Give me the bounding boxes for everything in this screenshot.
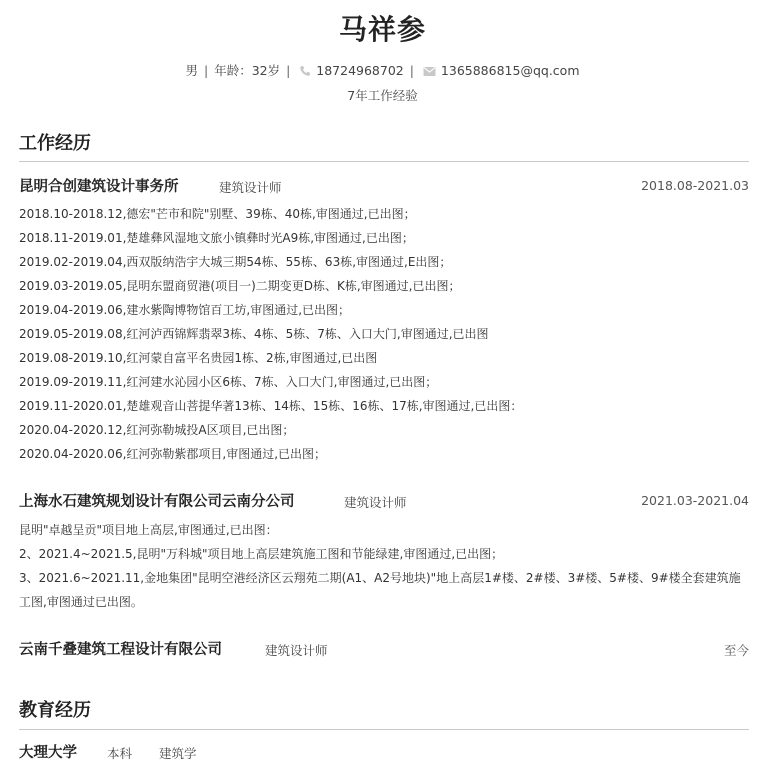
job-detail-line: 2019.11-2020.01,楚雄观音山菩提华著13栋、14栋、15栋、16栋、17栋,审图通过,已出图： bbox=[19, 399, 523, 413]
job-detail-line: 2019.09-2019.11,红河建水沁园小区6栋、7栋、入口大门,审图通过,已出图； bbox=[19, 375, 438, 389]
age: 年龄：32岁 bbox=[214, 63, 281, 78]
job-detail-line: 2019.02-2019.04,西双版纳浩宇大城三期54栋、55栋、63栋,审图通过,E出图； bbox=[19, 255, 452, 269]
section-divider bbox=[19, 161, 749, 162]
job-detail-line: 2018.10-2018.12,德宏"芒市和院"别墅、39栋、40栋,审图通过,已出图； bbox=[19, 207, 416, 221]
job-company: 昆明合创建筑设计事务所 bbox=[19, 179, 179, 195]
education-entry bbox=[19, 741, 749, 763]
contact-line: 男 | 年龄：32岁 | 18724968702 | 1365886815@qq.com bbox=[185, 63, 580, 78]
job-detail-line: 2020.04-2020.06,红河弥勒紫郡项目,审图通过,已出图； bbox=[19, 447, 327, 461]
job-detail-line: 2、2021.4~2021.5,昆明"万科城"项目地上高层建筑施工图和节能绿建,审图通过,已出图； bbox=[19, 547, 504, 561]
job-header bbox=[19, 638, 749, 660]
job-header bbox=[19, 490, 749, 512]
job-period: 2021.03-2021.04 bbox=[641, 493, 749, 508]
job-details bbox=[19, 202, 749, 466]
email-icon bbox=[420, 63, 441, 78]
email-address: 1365886815@qq.com bbox=[440, 63, 580, 78]
job-period: 2018.08-2021.03 bbox=[641, 178, 749, 193]
job-details bbox=[19, 518, 749, 614]
job-company: 云南千叠建筑工程设计有限公司 bbox=[19, 642, 222, 658]
job-role: 建筑设计师 bbox=[344, 495, 407, 510]
job-detail-line: 2019.04-2019.06,建水紫陶博物馆百工坊,审图通过,已出图； bbox=[19, 303, 351, 317]
job-period: 至今 bbox=[723, 643, 749, 658]
job-role: 建筑设计师 bbox=[265, 643, 328, 658]
job-detail-line: 2019.08-2019.10,红河蒙自富平名贵园1栋、2栋,审图通过,已出图 bbox=[19, 351, 378, 365]
phone-number: 18724968702 bbox=[316, 63, 404, 78]
candidate-name: 马祥参 bbox=[338, 13, 426, 46]
phone-icon bbox=[296, 63, 316, 78]
job-detail-line: 昆明"卓越呈贡"项目地上高层,审图通过,已出图： bbox=[19, 523, 278, 537]
job-detail-line: 2019.05-2019.08,红河泸西锦辉翡翠3栋、4栋、5栋、7栋、入口大门,审图通过,已出图 bbox=[19, 327, 489, 341]
job-company: 上海水石建筑规划设计有限公司云南分公司 bbox=[19, 494, 295, 510]
gender: 男 bbox=[185, 63, 199, 78]
work-experience-years: 7年工作经验 bbox=[347, 88, 418, 103]
job-detail-line: 2018.11-2019.01,楚雄彝风湿地文旅小镇彝时光A9栋,审图通过,已出图； bbox=[19, 231, 414, 245]
school-name: 大理大学 bbox=[19, 745, 77, 761]
work-section-title: 工作经历 bbox=[19, 133, 91, 154]
job-detail-line: 2020.04-2020.12,红河弥勒城投A区项目,已出图； bbox=[19, 423, 295, 437]
education-section-title: 教育经历 bbox=[19, 700, 91, 721]
degree: 本科 bbox=[107, 746, 133, 761]
major: 建筑学 bbox=[159, 746, 197, 761]
job-detail-line: 3、2021.6~2021.11,金地集团"昆明空港经济区云翔苑二期(A1、A2号地块)"地上高层1#楼、2#楼、3#楼、5#楼、9#楼全套建筑施工图,审图通过已出图。 bbox=[19, 571, 741, 609]
job-detail-line: 2019.03-2019.05,昆明东盟商贸港(项目一)二期变更D栋、K栋,审图通过,已出图； bbox=[19, 279, 461, 293]
job-role: 建筑设计师 bbox=[219, 180, 282, 195]
section-divider bbox=[19, 729, 749, 730]
job-header bbox=[19, 175, 749, 197]
